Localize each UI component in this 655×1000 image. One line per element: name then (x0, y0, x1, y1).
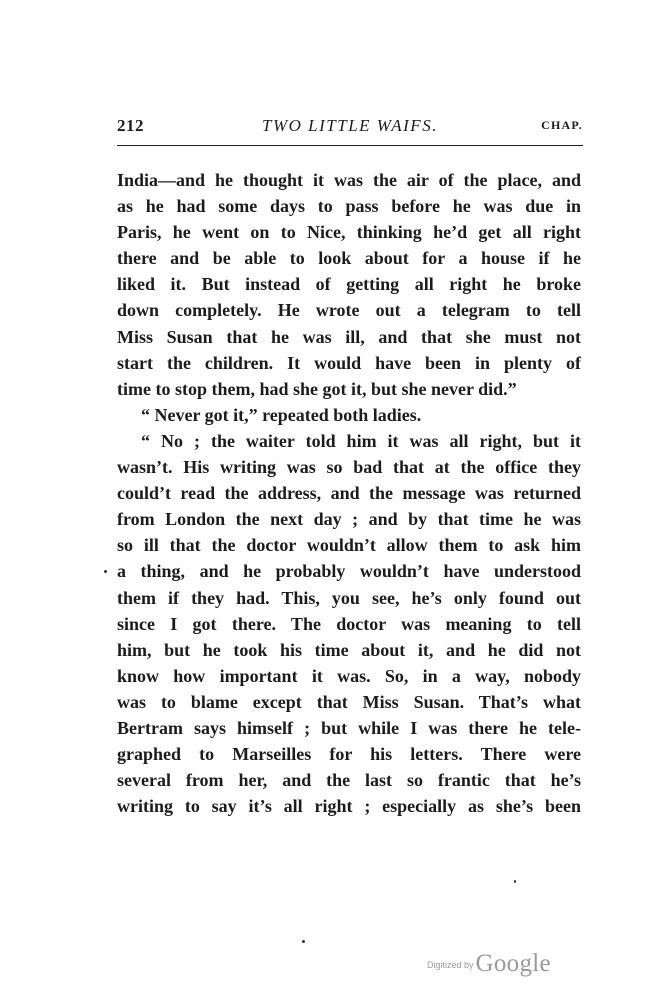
running-title: TWO LITTLE WAIFS. (262, 116, 438, 135)
text-line: India—and he thought it was the air of the place, and (117, 170, 581, 190)
text-line: was to blame except that Miss Susan. That’s what (117, 691, 581, 712)
text-line: down completely. He wrote out a telegram to tell (117, 300, 581, 321)
text-line: from London the next day ; and by that time he was (117, 509, 581, 530)
text-line: start the children. It would have been in plenty of (117, 352, 581, 373)
chapter-label: CHAP. (541, 118, 583, 132)
scan-speck (514, 880, 516, 883)
body-text (117, 167, 581, 819)
header-rule (117, 145, 583, 146)
google-logo: Google (475, 950, 551, 977)
text-line: could’t read the address, and the message was returned (117, 483, 581, 504)
text-line: them if they had. This, you see, he’s only found out (117, 587, 581, 608)
scan-speck (302, 940, 305, 943)
text-line: Miss Susan that he was ill, and that she must not (117, 326, 581, 347)
text-line: several from her, and the last so frantic that he’s (117, 770, 581, 791)
text-line: so ill that the doctor wouldn’t allow them to ask him (117, 535, 581, 556)
text-line: Bertram says himself ; but while I was there he tele- (117, 717, 581, 738)
text-line: liked it. But instead of getting all right he broke (117, 274, 581, 295)
text-line: “ No ; the waiter told him it was all right, but it (141, 430, 581, 451)
text-line: Paris, he went on to Nice, thinking he’d get all right (117, 222, 581, 243)
text-line: time to stop them, had she got it, but she never did.” (117, 378, 517, 399)
page-number: 212 (117, 116, 144, 135)
scan-speck (104, 570, 107, 573)
digitized-watermark (427, 950, 551, 980)
text-line: wasn’t. His writing was so bad that at the office they (117, 457, 581, 478)
text-line: know how important it was. So, in a way, nobody (117, 665, 581, 686)
text-line: writing to say it’s all right ; especially as she’s been (117, 796, 581, 817)
page-header (117, 116, 583, 142)
text-line: since I got there. The doctor was meaning to tell (117, 613, 581, 634)
text-line: “ Never got it,” repeated both ladies. (141, 404, 422, 425)
text-line: graphed to Marseilles for his letters. There were (117, 744, 581, 765)
text-line: as he had some days to pass before he was due in (117, 196, 581, 217)
text-line: there and be able to look about for a house if he (117, 248, 581, 269)
text-line: him, but he took his time about it, and he did not (117, 639, 581, 660)
text-line: a thing, and he probably wouldn’t have understood (117, 561, 581, 582)
watermark-prefix: Digitized by (427, 960, 474, 970)
